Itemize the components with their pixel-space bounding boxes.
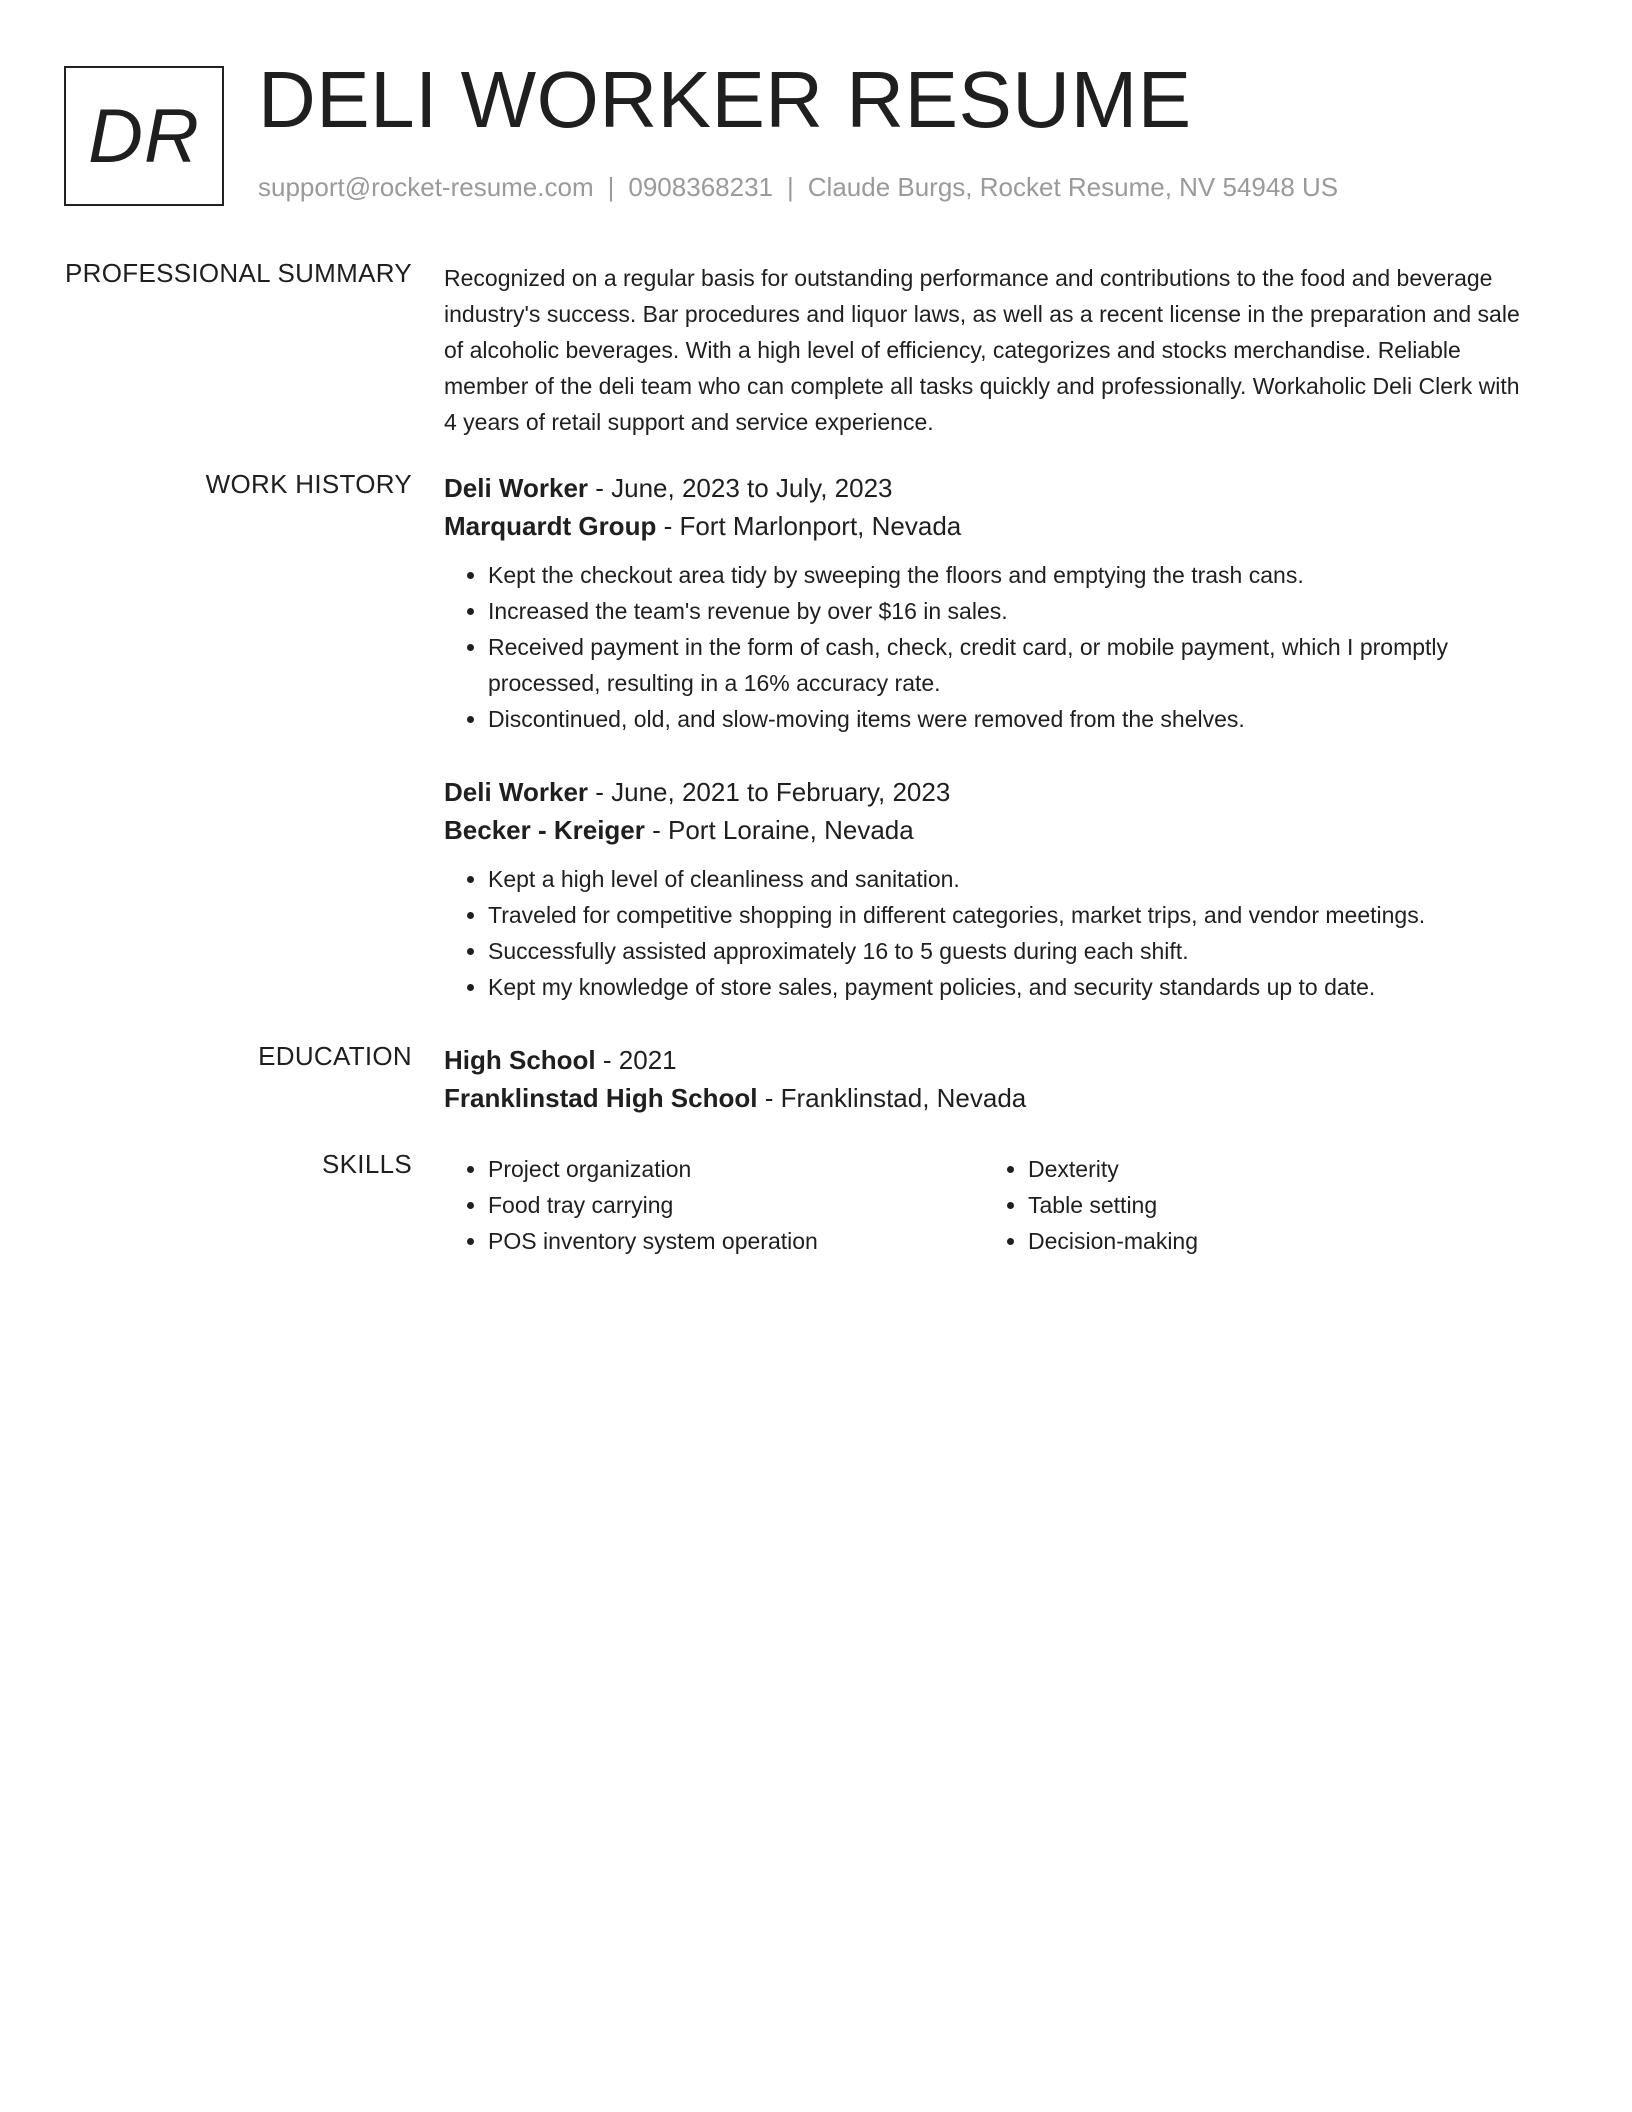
summary-body [444, 260, 1524, 440]
contact-phone: 0908368231 [628, 172, 773, 202]
job-bullet: • Discontinued, old, and slow-moving items were removed from the shelves. [488, 701, 1524, 737]
job-title-line [444, 773, 1524, 811]
contact-line [258, 172, 1338, 203]
job-bullet: • Kept the checkout area tidy by sweeping the floors and emptying the trash cans. [488, 557, 1524, 593]
education-degree: High School [444, 1045, 596, 1075]
job-title: Deli Worker [444, 777, 589, 807]
skills-body [444, 1151, 1524, 1259]
education-location: - Franklinstad, Nevada [757, 1083, 1027, 1113]
contact-separator: | [607, 172, 615, 202]
skill-item: • Food tray carrying [488, 1187, 984, 1223]
job-location: - Port Loraine, Nevada [644, 815, 914, 845]
skills-list [984, 1151, 1524, 1259]
education-school-line [444, 1079, 1524, 1117]
job-bullet: • Successfully assisted approximately 16 to 5 guests during each shift. [488, 933, 1524, 969]
education-school: Franklinstad High School [444, 1083, 758, 1113]
job-bullet: • Received payment in the form of cash, check, credit card, or mobile payment, which I promptly processed, resulting in a 16% accuracy rate. [488, 629, 1524, 701]
skill-item: • Table setting [1028, 1187, 1524, 1223]
job-entry [444, 773, 1524, 1005]
skills-label: SKILLS [322, 1149, 412, 1179]
contact-separator: | [787, 172, 794, 202]
job-bullets [444, 861, 1524, 1005]
work-history-body [444, 469, 1524, 1000]
contact-address: Claude Burgs, Rocket Resume, NV 54948 US [807, 172, 1339, 202]
job-title-line [444, 469, 1524, 507]
job-dates: - June, 2021 to February, 2023 [588, 777, 951, 807]
job-company: Marquardt Group [444, 511, 657, 541]
skill-item: • Dexterity [1028, 1151, 1524, 1187]
education-label: EDUCATION [258, 1041, 412, 1071]
job-bullet: • Increased the team's revenue by over $16 in sales. [488, 593, 1524, 629]
contact-email: support@rocket-resume.com [258, 172, 594, 202]
skill-item: • Project organization [488, 1151, 984, 1187]
skills-columns [444, 1151, 1524, 1259]
job-dates: - June, 2023 to July, 2023 [588, 473, 893, 503]
job-entry [444, 469, 1524, 737]
skill-item: • Decision-making [1028, 1223, 1524, 1259]
skill-item: • POS inventory system operation [488, 1223, 984, 1259]
job-company: Becker - Kreiger [444, 815, 645, 845]
education-degree-line [444, 1041, 1524, 1079]
work-history-label: WORK HISTORY [205, 469, 412, 499]
job-bullet: • Kept my knowledge of store sales, payment policies, and security standards up to date. [488, 969, 1524, 1005]
resume-title: DELI WORKER RESUME [258, 55, 1192, 144]
job-company-line [444, 811, 1524, 849]
job-location: - Fort Marlonport, Nevada [656, 511, 962, 541]
summary-text: Recognized on a regular basis for outstanding performance and contributions to the food and beverage industry's success. Bar procedures and liquor laws, as well as a recent license in the preparation and sale of alcoholic beverages. With a high level of efficiency, categorizes and stocks merchandise. Reliable member of the deli team who can complete all tasks quickly and professionally. Workaholic Deli Clerk with 4 years of retail support and service experience. [444, 265, 1520, 435]
skills-list [444, 1151, 984, 1259]
education-year: - 2021 [595, 1045, 677, 1075]
job-title: Deli Worker [444, 473, 589, 503]
job-bullet: • Kept a high level of cleanliness and sanitation. [488, 861, 1524, 897]
job-bullets [444, 557, 1524, 737]
job-bullet: • Traveled for competitive shopping in different categories, market trips, and vendor meetings. [488, 897, 1524, 933]
monogram: DR [64, 66, 224, 206]
summary-label: PROFESSIONAL SUMMARY [65, 258, 412, 288]
job-company-line [444, 507, 1524, 545]
education-body [444, 1041, 1524, 1117]
